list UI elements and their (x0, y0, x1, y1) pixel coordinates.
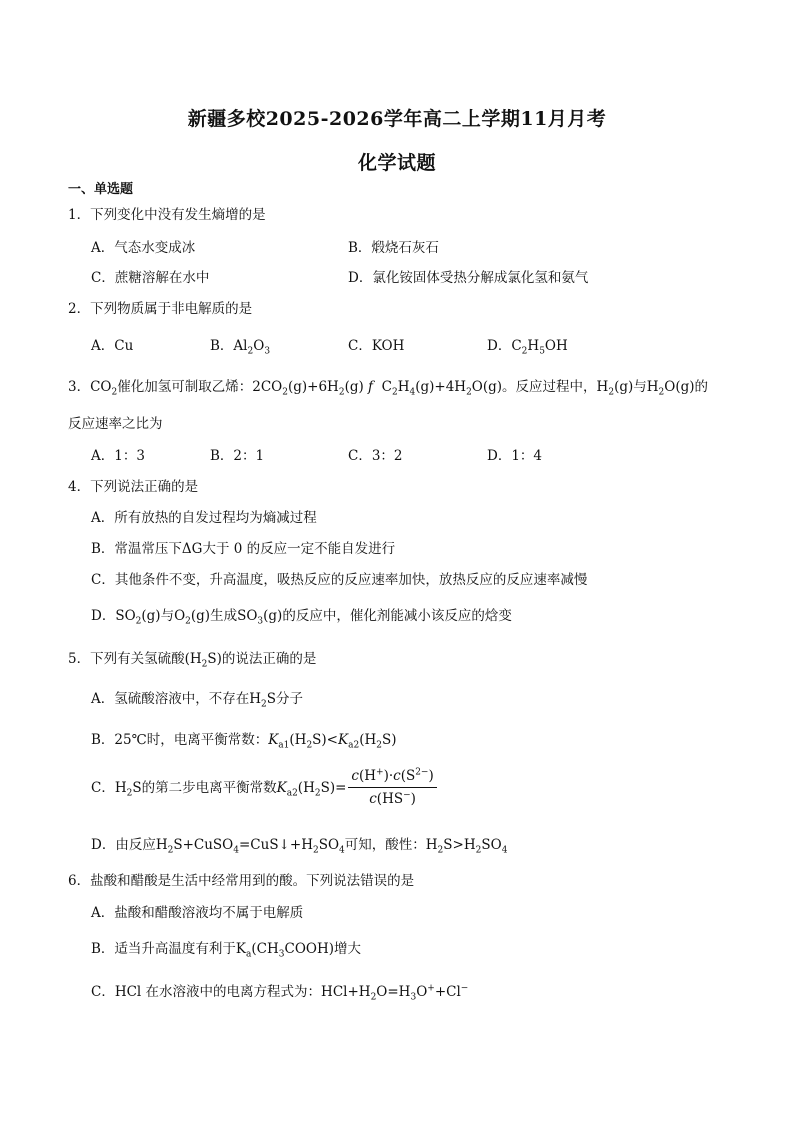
q6-stem: 6．盐酸和醋酸是生活中经常用到的酸。下列说法错误的是 (68, 873, 415, 889)
q6-option-a: A．盐酸和醋酸溶液均不属于电解质 (91, 905, 304, 921)
q6-option-b: B．适当升高温度有利于$K_a(CH_3COOH)$增大 (91, 941, 362, 960)
section-heading: 一、单选题 (68, 182, 134, 197)
q1-option-d: D．氯化铵固体受热分解成氯化氢和氨气 (348, 270, 589, 286)
q6-option-c: C．HCl 在水溶液中的电离方程式为：$HCl+H_2O=H_3O^++Cl^-$ (91, 983, 469, 1003)
q4-option-a: A．所有放热的自发过程均为熵减过程 (91, 510, 317, 526)
q3-stem: 3．$CO_2$催化加氢可制取乙烯：$2CO_2(g)+6H_2(g)$ f $C_2H_4(g)+4H_2O(g)$。反应过程中，$H_2(g)$与$H_2O(g)$的 (68, 379, 709, 398)
q1-stem: 1．下列变化中没有发生熵增的是 (68, 207, 266, 223)
q4-option-d: D．$SO_2(g)$与$O_2(g)$生成$SO_3(g)$的反应中，催化剂能减小该反应的焓变 (91, 608, 512, 627)
q4-option-b: B．常温常压下ΔG大于 0 的反应一定不能自发进行 (91, 541, 396, 557)
q5-stem: 5．下列有关氢硫酸$(H_2S)$的说法正确的是 (68, 651, 317, 670)
q5-option-b: B．25℃时，电离平衡常数：$K_{a1}(H_2S)<K_{a2}(H_2S)$ (91, 732, 397, 751)
q2-option-d: D．$C_2H_5OH$ (487, 338, 568, 357)
q2-option-a: A．Cu (91, 338, 134, 354)
q2-option-b: B．$Al_2O_3$ (210, 338, 271, 357)
q1-option-a: A．气态水变成冰 (91, 240, 196, 256)
page-title: 新疆多校2025-2026学年高二上学期11月月考 (187, 108, 607, 130)
q5-option-a: A．氢硫酸溶液中，不存在$H_2S$分子 (91, 691, 304, 710)
q1-option-b: B．煅烧石灰石 (348, 240, 439, 256)
q4-option-c: C．其他条件不变，升高温度，吸热反应的反应速率加快，放热反应的反应速率减慢 (91, 572, 588, 588)
q4-stem: 4．下列说法正确的是 (68, 479, 199, 495)
q1-option-c: C．蔗糖溶解在水中 (91, 270, 210, 286)
q3-option-d: D．1：4 (487, 448, 543, 464)
q2-option-c: C．KOH (348, 338, 405, 354)
q5-option-d: D．由反应$H_2S+CuSO_4=CuS↓+H_2SO_4$可知，酸性：$H_2S>H_2SO_4$ (91, 837, 508, 856)
q3-option-a: A．1：3 (91, 448, 145, 464)
q2-stem: 2．下列物质属于非电解质的是 (68, 301, 253, 317)
page-subtitle: 化学试题 (357, 152, 436, 174)
q3-option-b: B．2：1 (210, 448, 265, 464)
ka2-fraction: $\frac{c(H^+)\cdot c(S^{2-})}{c(HS^-)}$ (348, 767, 436, 808)
q5-option-c: C．$H_2S$的第二步电离平衡常数$K_{a2}(H_2S)=$ $\frac{c(H^+)\cdot c(S^{2-})}{c(HS^-)}$ (91, 767, 437, 808)
q3-stem-line2: 反应速率之比为 (68, 416, 163, 432)
q3-option-c: C．3：2 (348, 448, 403, 464)
